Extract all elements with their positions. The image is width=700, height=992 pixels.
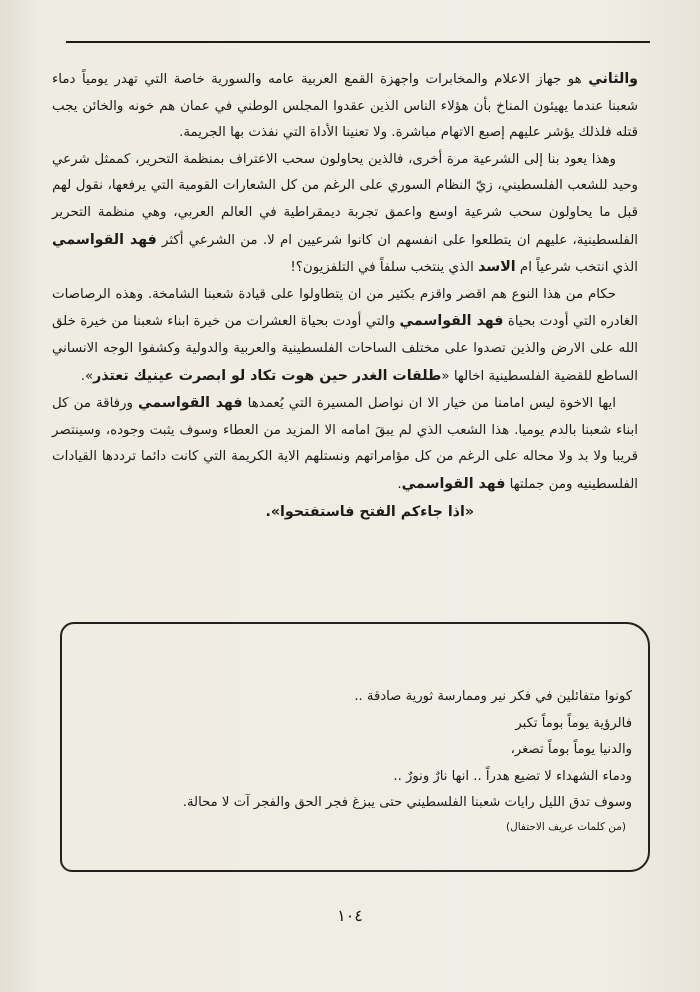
paragraph-text: ايها الاخوة ليس امامنا من خيار الا ان نواصل المسيرة التي يُعمدها [242, 396, 616, 412]
page-number: ١٠٤ [337, 906, 363, 925]
poem-source: (من كلمات عريف الاحتفال) [505, 820, 626, 833]
verse-quote-line [52, 499, 638, 527]
verse-quote: «اذا جاءكم الفتح فاستفتحوا». [265, 503, 474, 520]
bold-name: فهد القواسمي [399, 313, 504, 330]
paragraph-text: الذي ينتخب سلفاً في التلفزيون؟! [290, 260, 479, 276]
paragraph-text: . [397, 476, 402, 492]
poem [78, 684, 632, 837]
body-text [52, 66, 638, 526]
bold-name: فهد القواسمي [401, 475, 506, 492]
poem-line: والدنيا يوماً بوماً تصغر، [510, 742, 632, 757]
poem-line: كونوا متفائلين في فكر نير وممارسة ثورية صادقة .. [354, 689, 632, 704]
paragraph-4 [52, 390, 638, 498]
paragraph-text: حكام من هذا النوع هم اقصر واقزم بكثير من ان يتطاولوا على قيادة شعبنا الشامخة. وهذه الرصاصات الغادره التي أودت بحياة [52, 286, 638, 330]
paragraph-lead: والثاني [588, 71, 638, 87]
quote-box [60, 622, 650, 872]
paragraph-2 [52, 147, 638, 282]
bold-name: الاسد [478, 259, 516, 276]
bold-name: فهد القواسمي [52, 231, 157, 248]
paragraph-text: وهذا يعود بنا إلى الشرعية مرة أخرى، فالذين يحاولون سحب الاعتراف بمنظمة التحرير، كممثل شرعي وحيد للشعب الفلسطيني، زيّ النظام السوري على الرغم من كل الشعارات القومية التي يرفعها، نقول لهم قبل ما يحاولون سحب شرعية اوسع واعمق تجربة ديمقراطية في العالم العربي، وهي منظمة التحرير الفلسطينية، عليهم ان يتطلعوا على انفسهم ان كانوا شرعيين ام لا. من الشرعي أكثر [52, 151, 638, 248]
paragraph-1 [52, 66, 638, 147]
bold-quote: طلقات الغدر حين هوت تكاد لو ابصرت عينيك تعتذر [93, 367, 442, 384]
poem-line: فالرؤية يوماً بوماً تكبر [515, 715, 632, 731]
paragraph-text: هو جهاز الاعلام والمخابرات واجهزة القمع العربية عامه والسورية خاصة التي تهدر يومياً دماء شعبنا عندما يهيئون المناخ بأن هؤلاء الناس الذين عقدوا المجلس الوطني في عمان هم خونه والخائن يجب قتله فلذلك يؤشر عليهم إصبع الاتهام مباشرة. ولا تعنينا الأداة التي نفذت بها الجريمة. [52, 72, 638, 141]
poem-line: ودماء الشهداء لا تضيع هدراً .. انها نارٌ ونورٌ .. [393, 768, 632, 784]
paragraph-3 [52, 282, 638, 390]
paragraph-text: والتي أودت بحياة العشرات من خيرة ابناء شعبنا من خيرة خلق الله على الارض والذين تصدوا على مختلف الساحات الفلسطينية والعربية والدولية وكشفوا الوجه الانساني الساطع للقضية الفلسطينية اخالها « [52, 314, 638, 384]
paragraph-text: الذي انتخب شرعياً ام [515, 260, 638, 276]
poem-line: وسوف تدق الليل رايات شعبنا الفلسطيني حتى يبزغ فجر الحق والفجر آت لا محالة. [182, 795, 632, 810]
paragraph-text: ورفاقة من كل ابناء شعبنا بالدم يوميا. هذا الشعب الذي لم يبقَ امامه الا المزيد من العطاء وسوف يثبت وجوده، وسينتصر قريبا ولا بد ولا محاله على الرغم من كل مؤامراتهم ونستلهم الاية الكريمة التي كانت دائما ترددها القيادات الفلسطينيه ومن جملتها [52, 396, 638, 492]
bold-name: فهد القواسمي [138, 395, 243, 412]
top-rule [66, 41, 650, 43]
paragraph-text: ». [80, 368, 94, 384]
